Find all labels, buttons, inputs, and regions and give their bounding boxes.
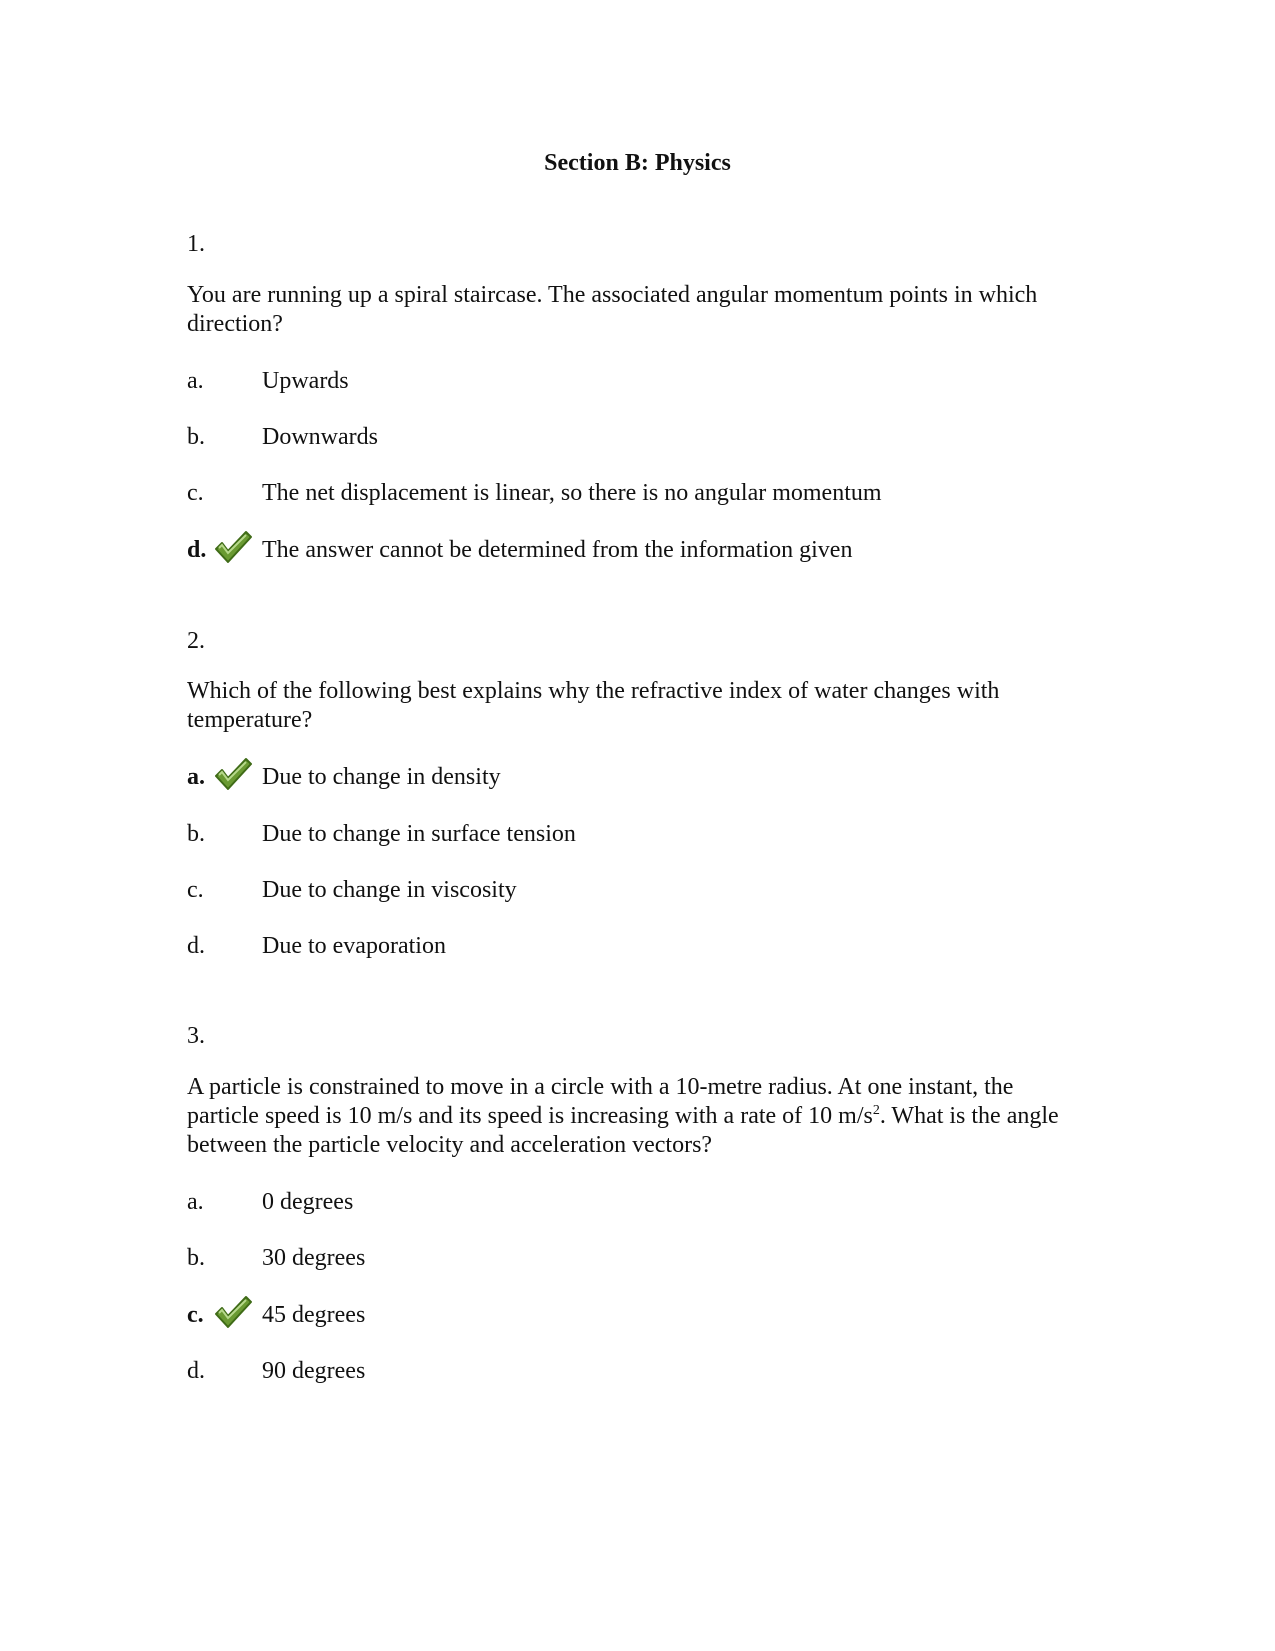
option-letter: c. [187,877,204,903]
checkmark-icon [213,756,253,792]
option-text: The answer cannot be determined from the information given [262,537,853,563]
question-2-text: Which of the following best explains why the refractive index of water changes with temperature? [187,678,1000,733]
question-3-text [187,1073,1087,1160]
question-1-option-b [187,423,1087,455]
question-1-text: You are running up a spiral staircase. The associated angular momentum points in which direction? [187,282,1038,337]
option-letter: b. [187,821,205,847]
question-3-text-part1: A particle is constrained to move in a circle with a 10-metre radius. At one instant, the particle speed is 10 m/s and its speed is increasing with a rate of 10 m/s [187,1074,1014,1129]
option-text: Due to evaporation [262,933,446,959]
question-1-option-c [187,479,1087,511]
question-3-text-part2: . What is the angle between the particle velocity and acceleration vectors? [187,1103,1059,1158]
question-2-option-d [187,932,1087,964]
option-text: Downwards [262,424,378,450]
option-text: 30 degrees [262,1245,366,1271]
option-text: Upwards [262,368,349,394]
question-1-number: 1. [187,231,205,257]
question-3-option-b [187,1244,1087,1276]
option-letter: a. [187,764,205,790]
question-1-option-a [187,367,1087,399]
option-letter: b. [187,1245,205,1271]
option-text: 45 degrees [262,1302,366,1328]
question-2-number: 2. [187,628,205,654]
option-letter: c. [187,1302,204,1328]
question-3-option-c [187,1301,1087,1333]
checkmark-icon [213,529,253,565]
question-3-option-a [187,1188,1087,1220]
option-letter: a. [187,368,204,394]
option-text: 90 degrees [262,1358,366,1384]
question-1-option-d [187,536,1087,568]
question-3-option-d [187,1357,1087,1389]
option-letter: c. [187,480,204,506]
option-text: Due to change in density [262,764,501,790]
option-text: Due to change in surface tension [262,821,576,847]
question-2-option-a [187,763,1087,795]
question-2-option-b [187,820,1087,852]
section-title: Section B: Physics [544,150,731,176]
option-letter: b. [187,424,205,450]
option-text: 0 degrees [262,1189,354,1215]
option-letter: d. [187,1358,205,1384]
option-letter: a. [187,1189,204,1215]
checkmark-icon [213,1294,253,1330]
question-2-option-c [187,876,1087,908]
option-letter: d. [187,933,205,959]
question-3-superscript: 2 [872,1103,880,1118]
option-letter: d. [187,537,207,563]
option-text: Due to change in viscosity [262,877,517,903]
option-text: The net displacement is linear, so there is no angular momentum [262,480,882,506]
question-3-number: 3. [187,1023,205,1049]
